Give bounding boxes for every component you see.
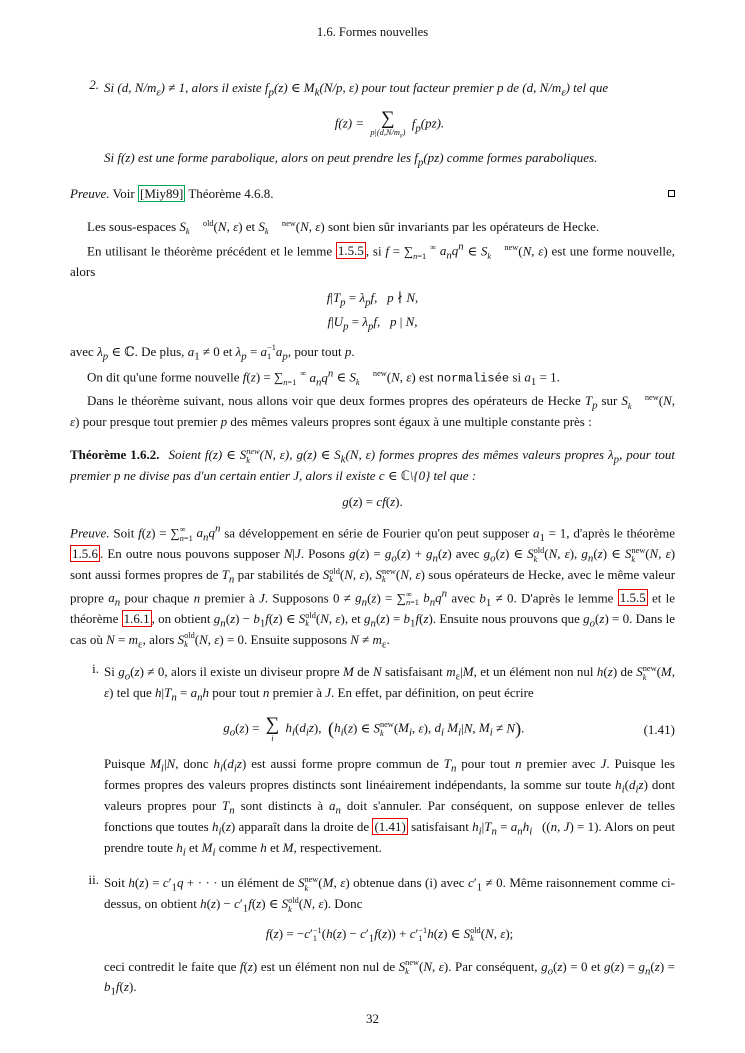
list-item-2-body [104,76,675,172]
equation-tp: $f|T_p = \lambda_pf$, p ∤ N, [326,290,419,309]
running-header: 1.6. Formes nouvelles [316,25,429,39]
equation-up: $f|U_p = \lambda_pf$, p | N, [327,313,418,333]
list-item-i-body [104,660,675,862]
list-item-2 [84,76,675,172]
equation-1-41-tag: (1.41) [643,721,675,737]
list-item-ii-body [104,871,675,1002]
equation-1-41-row [104,715,675,744]
equation-f-old: f(z) = −c′−1 1 $(h(z) - c'_1f(z)) + c'-1$ 1 h(z) ∈ Sold k (N, ε); [265,925,514,945]
paragraph-normalisee: On dit qu'une forme nouvelle f(z) = ∑ ∞ n=1 $a_nq^n$ ∈ S new k (N, ε) est normalisée si $a_1 = 1$. [87,367,560,389]
paragraph-contradiction: ceci contredit le faite que f(z) est un élément non nul de Snew k (N, ε). Par conséquent, $g_o(z) = 0$ et $g(z) = g_n(z) = b_1f(z)$. [104,958,675,998]
page-number: 32 [366,1010,379,1026]
list-item-ii [84,871,675,1002]
list-item-i-label: i. [92,661,99,677]
list-item-ii-label: ii. [88,872,99,888]
ref-link-1-5-5-b[interactable]: 1.5.5 [619,589,646,605]
equation-fp-sum: f(z) = ∑ $p|(d,N/m_\varepsilon)$ $f_p(pz)$. [334,108,445,140]
hecke-eigen-equations [70,289,675,334]
ref-link-1-6-1[interactable]: 1.6.1 [123,610,150,626]
list-item-2-text: Si (d, $N/m_\varepsilon) \ne 1$, alors il existe $f_p(z)$ ∈ $M_k(N/p$, ε) pour tout facteur premier p de (d, $N/m_\varepsilon$) tel que [104,80,609,100]
paragraph-after-1-41: Puisque $M_i|N$, donc $h_i(d_iz)$ est aussi forme propre commun de $T_n$ pour tout n premier avec J. Puisque les formes propres des valeurs propres distincts sont linéairement indépendants, la somme sur toute $h_i(d_iz)$ dont valeurs propres pour $T_n$ sont distincts à $a_n$ doit s'annuler. Par conséquent, on suppose enlever de telles fonctions que toutes $h_i(z)$ apparaît dans la droite de (1.41) satisfaisant $h_i|T_n = a_nh_i$ ((n, J) = 1). Alors on peut prendre toute $h_i$ et $M_i$ comme h et M, respectivement. [104,756,676,859]
proof-line-miy89 [70,185,675,202]
list-item-ii-text: Soit $h(z) = c'_1q$ + · · · un élément de Snew k (M, ε) obtenue dans (i) avec $c'_1 \ne 0$. Même raisonnement comme ci-dessus, on obtient $h(z) - c'_1f(z)$ ∈ Sold k (N, ε). Donc [104,875,675,915]
ref-link-1-5-6[interactable]: 1.5.6 [72,546,98,562]
theorem-1-6-2-body: Soient f(z) ∈ Snew k (N, ε), g(z) ∈ $S_k(N$, ε) formes propres des mêmes valeurs propres $\lambda_p$, pour tout premier p ne divise pas d'un certain entier J, alors il existe c ∈ ℂ\{0} tel que : [70,447,676,483]
paragraph-invariance: Les sous-espaces S old k (N, ε) et S new k (N, ε) sont bien sûr invariants par les opérateurs de Hecke. [87,218,600,237]
theorem-1-6-2 [70,446,675,484]
ref-link-eq-1-41[interactable]: (1.41) [374,818,406,834]
ref-link-1-5-5[interactable]: 1.5.5 [337,243,364,259]
proof-theorem-1-6-2: Preuve. Soit f(z) = ∑∞ n=1 $a_nq^n$ sa développement en série de Fourier qu'on peut supposer $a_1 = 1$, d'après le théorème 1.5.6 . En outre nous pouvons supposer N|J. Posons $g(z) = g_o(z) + g_n(z)$ avec $g_o(z)$ ∈ Sold k (N, ε), $g_n(z)$ ∈ Snew k (N, ε) sont aussi formes propres de $T_n$ par stabilités de Sold k (N, ε), Snew k (N, ε) sous opérateurs de Hecke, avec le même valeur propre $a_n$ pour chaque n premier à J. Supposons $0 \ne g_n(z)$ = ∑∞ n=1 $b_nq^n$ avec $b_1 \ne 0$. D'après le lemme 1.5.5 et le théorème 1.6.1 , on obtient $g_n(z) - b_1f(z)$ ∈ Sold k (N, ε), et $g_n(z) = b_1f(z)$. Ensuite nous prouvons que $g_o(z) = 0$. Dans le cas où $N = m_\varepsilon$, alors Sold k (N, ε) = 0. Ensuite supposons $N \ne m_\varepsilon$. [70,523,676,651]
list-item-i [84,660,675,862]
paragraph-next-theorem: Dans le théorème suivant, nous allons voir que deux formes propres des opérateurs de Hecke $T_p$ sur S new k (N, ε) pour presque tout premier p des mêmes valeurs propres sont égaux à une multiple constante près : [70,393,675,430]
equation-1-41: $g_o(z)$ = ∑ i $h_i(d_iz)$, ($h_i(z)$ ∈ Snew k ($M_i$, ε), $d_i$ $M_i|N$, $M_i \ne N$). [223,713,525,743]
qed-symbol [668,190,675,197]
list-item-i-text: Si $g_o(z) \ne 0$, alors il existe un diviseur propre M de N satisfaisant $m_\varepsilon|M$, et un élément non nul h(z) de Snew k (M, ε) tel que $h|T_n = a_nh$ pour tout n premier à J. En effet, par définition, on peut écrire [104,664,676,704]
list-item-2-note: Si f(z) est une forme parabolique, alors on peut prendre les $f_p(pz)$ comme formes paraboliques. [104,149,598,169]
theorem-1-6-2-label: Théorème 1.6.2. [70,447,160,463]
citation-link-miy89[interactable]: [Miy89] [140,185,184,201]
paragraph-lambda: avec $\lambda_p$ ∈ ℂ. De plus, $a_1 \ne 0$ et $\lambda_p = a-1$ 1 $a_p$, pour tout p. [70,343,355,363]
proof-miy89-text: Preuve. Voir [Miy89] Théorème 4.6.8. [70,185,274,201]
list-item-2-label: 2. [89,77,99,93]
equation-g-cf: g(z) = cf(z). [342,494,403,510]
paragraph-newform-eigen: En utilisant le théorème précédent et le lemme 1.5.5 , si f = ∑ ∞ n=1 $a_nq^n$ ∈ S new k (N, ε) est une forme nouvelle, alors [70,240,676,280]
